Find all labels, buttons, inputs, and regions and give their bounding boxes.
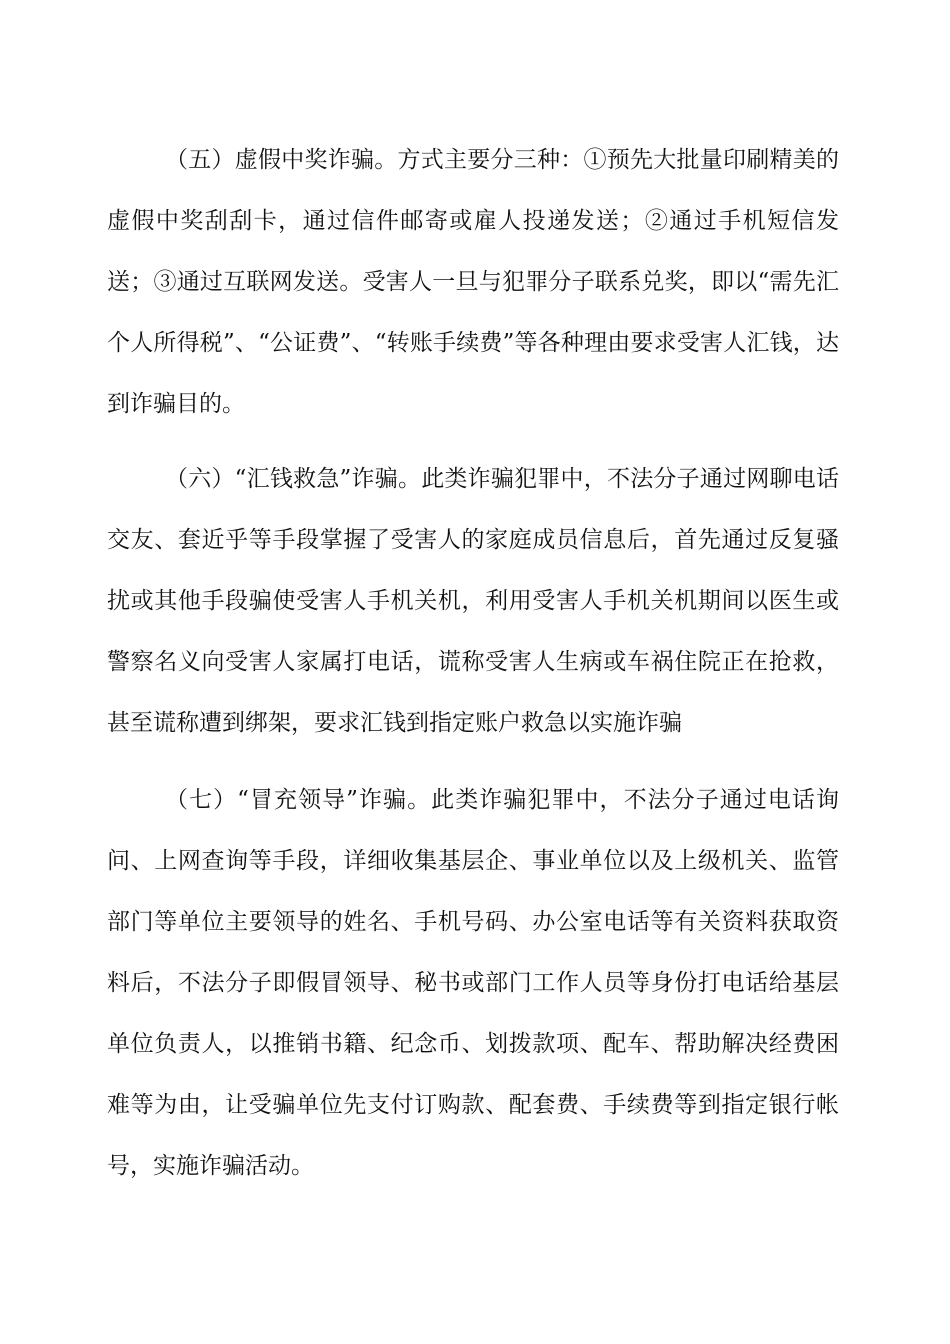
- paragraph-impersonating-leader-fraud: （七）“冒充领导”诈骗。此类诈骗犯罪中，不法分子通过电话询问、上网查询等手段，详细收集基层企、事业单位以及上级机关、监管部门等单位主要领导的姓名、手机号码、办公室电话等有关资料获取资料后，不法分子即假冒领导、秘书或部门工作人员等身份打电话给基层单位负责人，以推销书籍、纪念币、划拨款项、配车、帮助解决经费困难等为由，让受骗单位先支付订购款、配套费、手续费等到指定银行帐号，实施诈骗活动。: [107, 787, 839, 1179]
- paragraph-fake-lottery-fraud: （五）虚假中奖诈骗。方式主要分三种：①预先大批量印刷精美的虚假中奖刮刮卡，通过信件邮寄或雇人投递发送；②通过手机短信发送；③通过互联网发送。受害人一旦与犯罪分子联系兑奖，即以“需先汇个人所得税”、“公证费”、“转账手续费”等各种理由要求受害人汇钱，达到诈骗目的。: [107, 147, 839, 417]
- paragraph-emergency-remittance-fraud: （六）“汇钱救急”诈骗。此类诈骗犯罪中，不法分子通过网聊电话交友、套近乎等手段掌握了受害人的家庭成员信息后，首先通过反复骚扰或其他手段骗使受害人手机关机，利用受害人手机关机期间以医生或警察名义向受害人家属打电话，谎称受害人生病或车祸住院正在抢救，甚至谎称遭到绑架，要求汇钱到指定账户救急以实施诈骗: [107, 466, 839, 736]
